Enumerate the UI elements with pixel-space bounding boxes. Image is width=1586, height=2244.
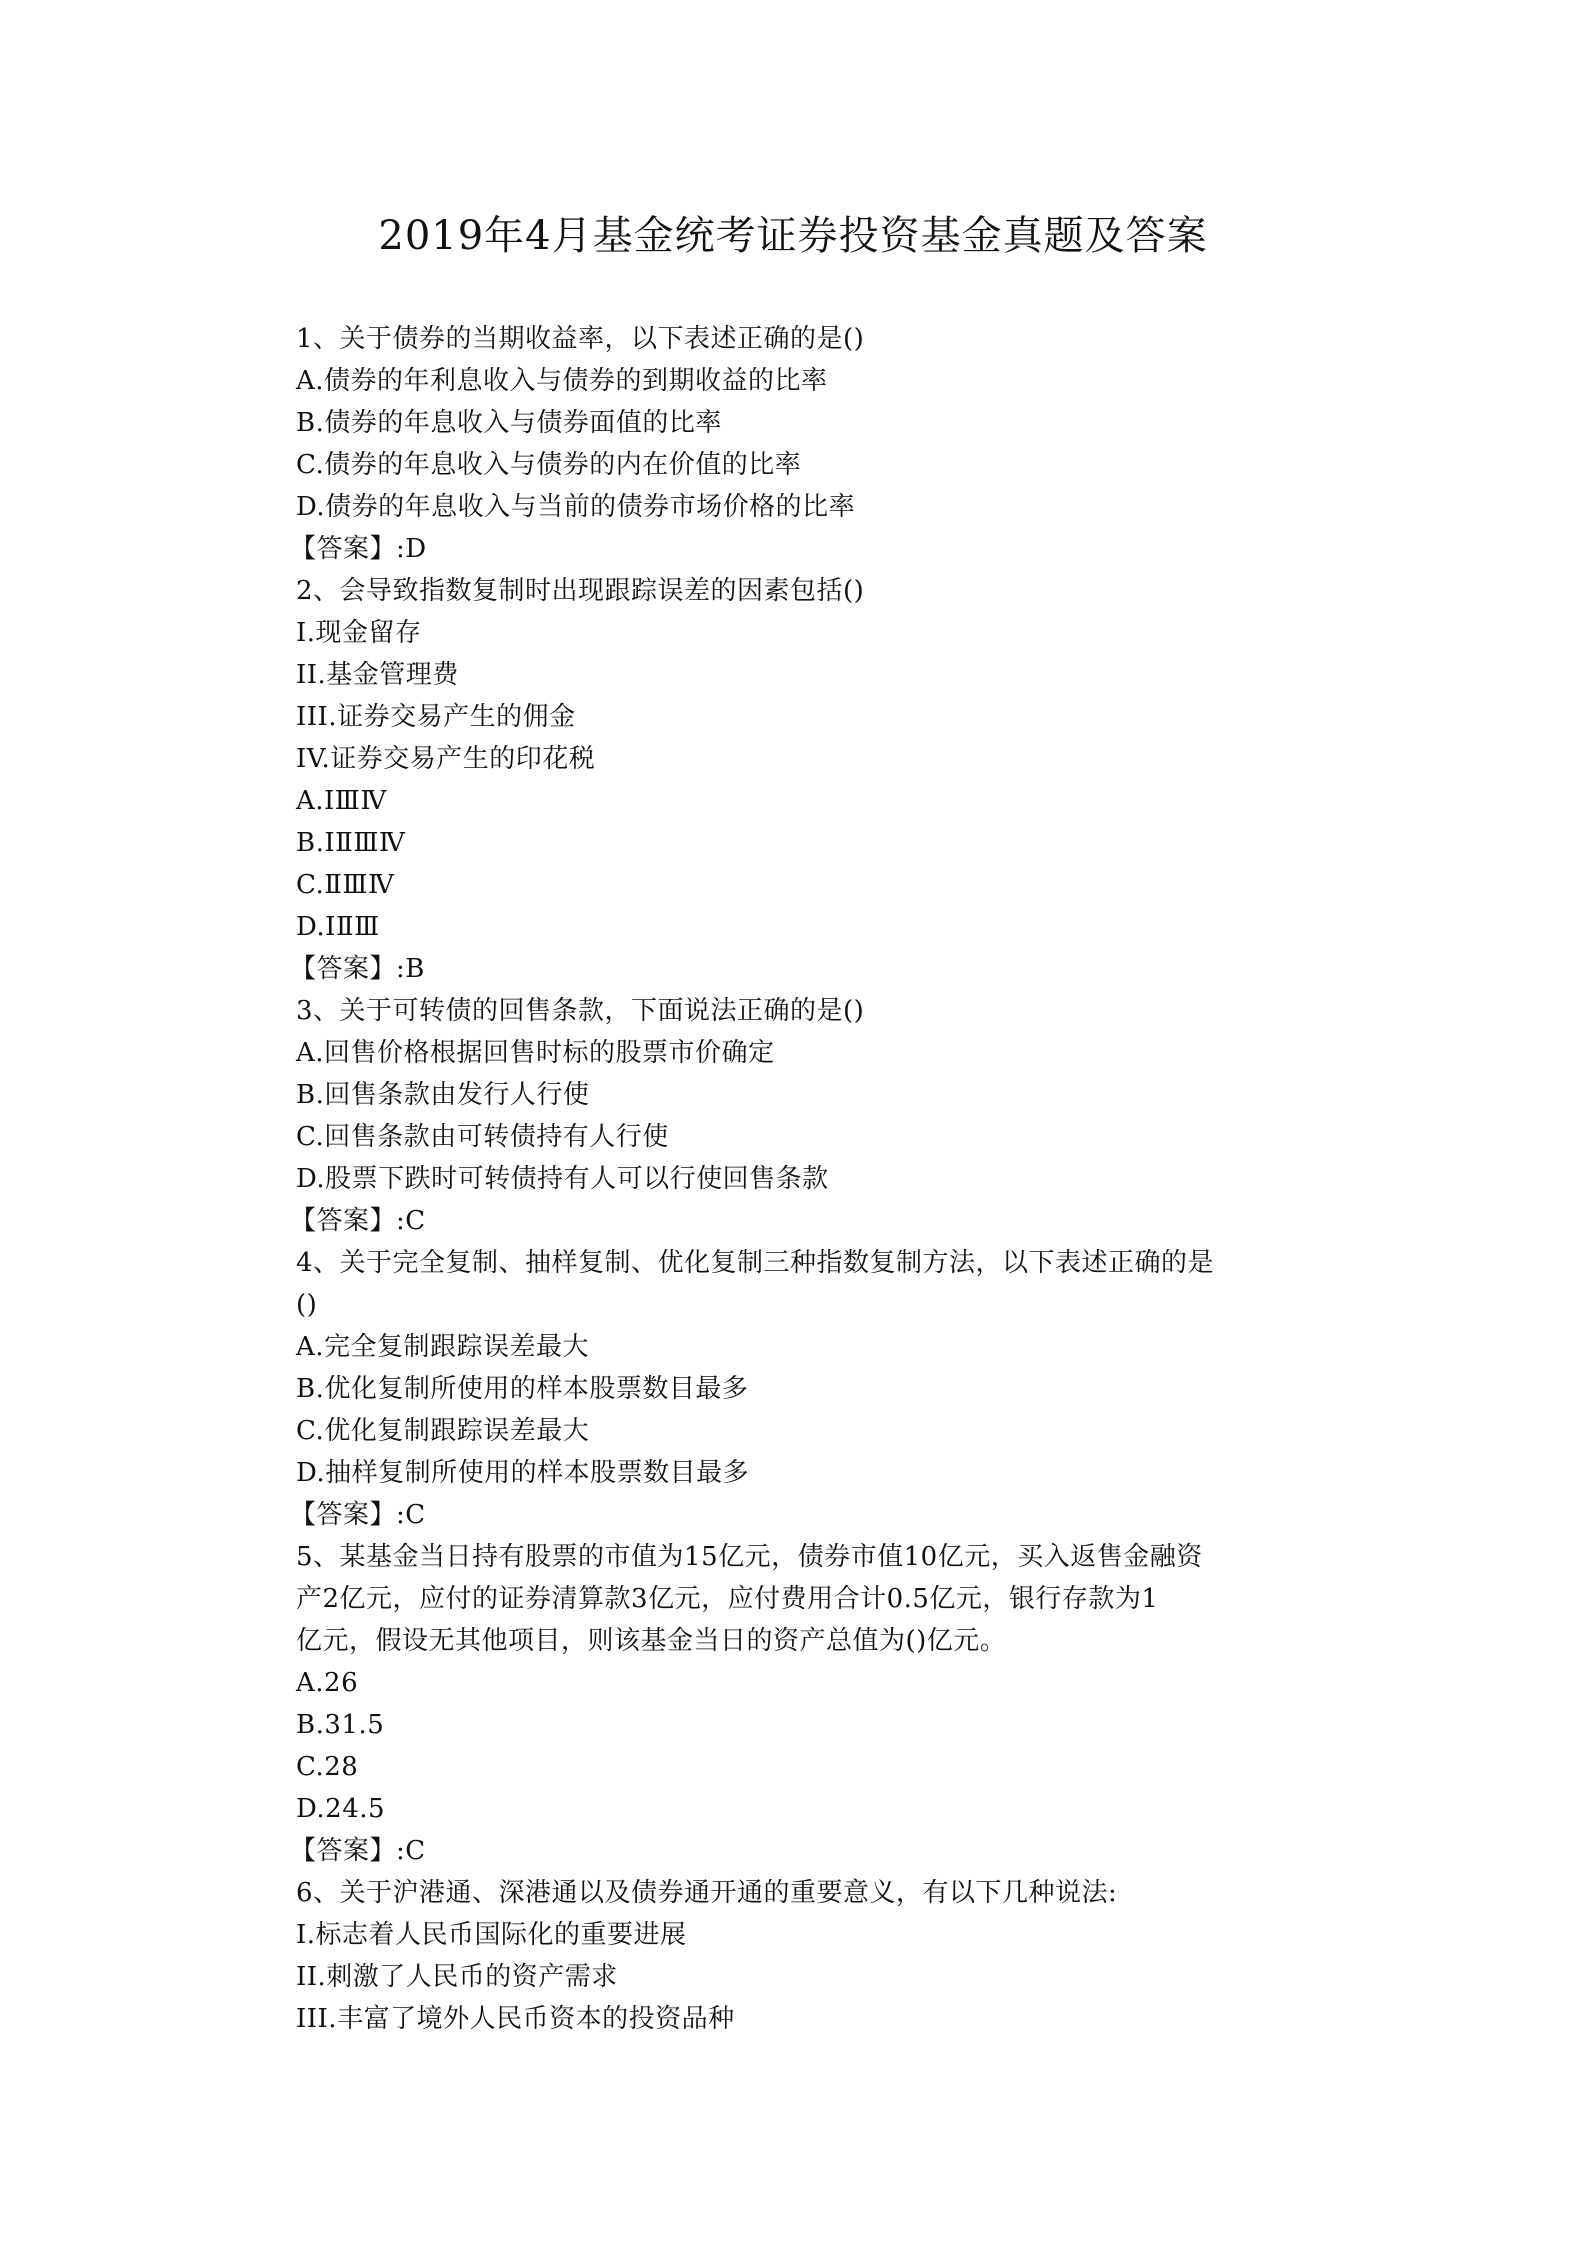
- option-line: II.刺激了人民币的资产需求: [296, 1962, 618, 1992]
- option-line: D.债券的年息收入与当前的债券市场价格的比率: [296, 492, 856, 522]
- option-line: IV.证券交易产生的印花税: [296, 744, 596, 774]
- question-line: (): [296, 1290, 318, 1320]
- option-line: C.28: [296, 1752, 359, 1782]
- option-line: B.31.5: [296, 1710, 385, 1740]
- answer-line: 【答案】:C: [290, 1500, 426, 1530]
- answer-line: 【答案】:C: [290, 1206, 426, 1236]
- answer-line: 【答案】:C: [290, 1836, 426, 1866]
- document-title: 2019年4月基金统考证券投资基金真题及答案: [378, 213, 1208, 259]
- option-line: A.ⅠⅢⅣ: [296, 786, 387, 816]
- option-line: A.回售价格根据回售时标的股票市价确定: [296, 1038, 775, 1068]
- option-line: D.抽样复制所使用的样本股票数目最多: [296, 1458, 750, 1488]
- option-line: C.优化复制跟踪误差最大: [296, 1416, 590, 1446]
- option-line: D.24.5: [296, 1794, 386, 1824]
- answer-line: 【答案】:B: [290, 954, 425, 984]
- question-line: 亿元，假设无其他项目，则该基金当日的资产总值为()亿元。: [296, 1626, 1007, 1656]
- option-line: D.股票下跌时可转债持有人可以行使回售条款: [296, 1164, 829, 1194]
- answer-line: 【答案】:D: [290, 534, 427, 564]
- option-line: A.债券的年利息收入与债券的到期收益的比率: [296, 366, 828, 396]
- option-line: I.现金留存: [296, 618, 422, 648]
- question-line: 2、会导致指数复制时出现跟踪误差的因素包括(): [296, 576, 865, 606]
- option-line: III.证券交易产生的佣金: [296, 702, 576, 732]
- option-line: B.回售条款由发行人行使: [296, 1080, 590, 1110]
- option-line: A.完全复制跟踪误差最大: [296, 1332, 590, 1362]
- question-line: 产2亿元，应付的证券清算款3亿元，应付费用合计0.5亿元，银行存款为1: [296, 1584, 1159, 1614]
- option-line: B.ⅠⅡⅢⅣ: [296, 828, 406, 858]
- question-line: 5、某基金当日持有股票的市值为15亿元，债券市值10亿元，买入返售金融资: [296, 1542, 1203, 1572]
- question-line: 3、关于可转债的回售条款，下面说法正确的是(): [296, 996, 865, 1026]
- option-line: C.回售条款由可转债持有人行使: [296, 1122, 669, 1152]
- question-line: 1、关于债券的当期收益率，以下表述正确的是(): [296, 324, 865, 354]
- option-line: II.基金管理费: [296, 660, 459, 690]
- option-line: C.ⅡⅢⅣ: [296, 870, 395, 900]
- option-line: III.丰富了境外人民币资本的投资品种: [296, 2004, 735, 2034]
- document-body: [290, 318, 1286, 2040]
- option-line: C.债券的年息收入与债券的内在价值的比率: [296, 450, 802, 480]
- option-line: B.优化复制所使用的样本股票数目最多: [296, 1374, 749, 1404]
- question-line: 6、关于沪港通、深港通以及债券通开通的重要意义，有以下几种说法:: [296, 1878, 1118, 1908]
- option-line: I.标志着人民币国际化的重要进展: [296, 1920, 687, 1950]
- option-line: A.26: [296, 1668, 359, 1698]
- question-line: 4、关于完全复制、抽样复制、优化复制三种指数复制方法，以下表述正确的是: [296, 1248, 1215, 1278]
- option-line: B.债券的年息收入与债券面值的比率: [296, 408, 722, 438]
- option-line: D.ⅠⅡⅢ: [296, 912, 380, 942]
